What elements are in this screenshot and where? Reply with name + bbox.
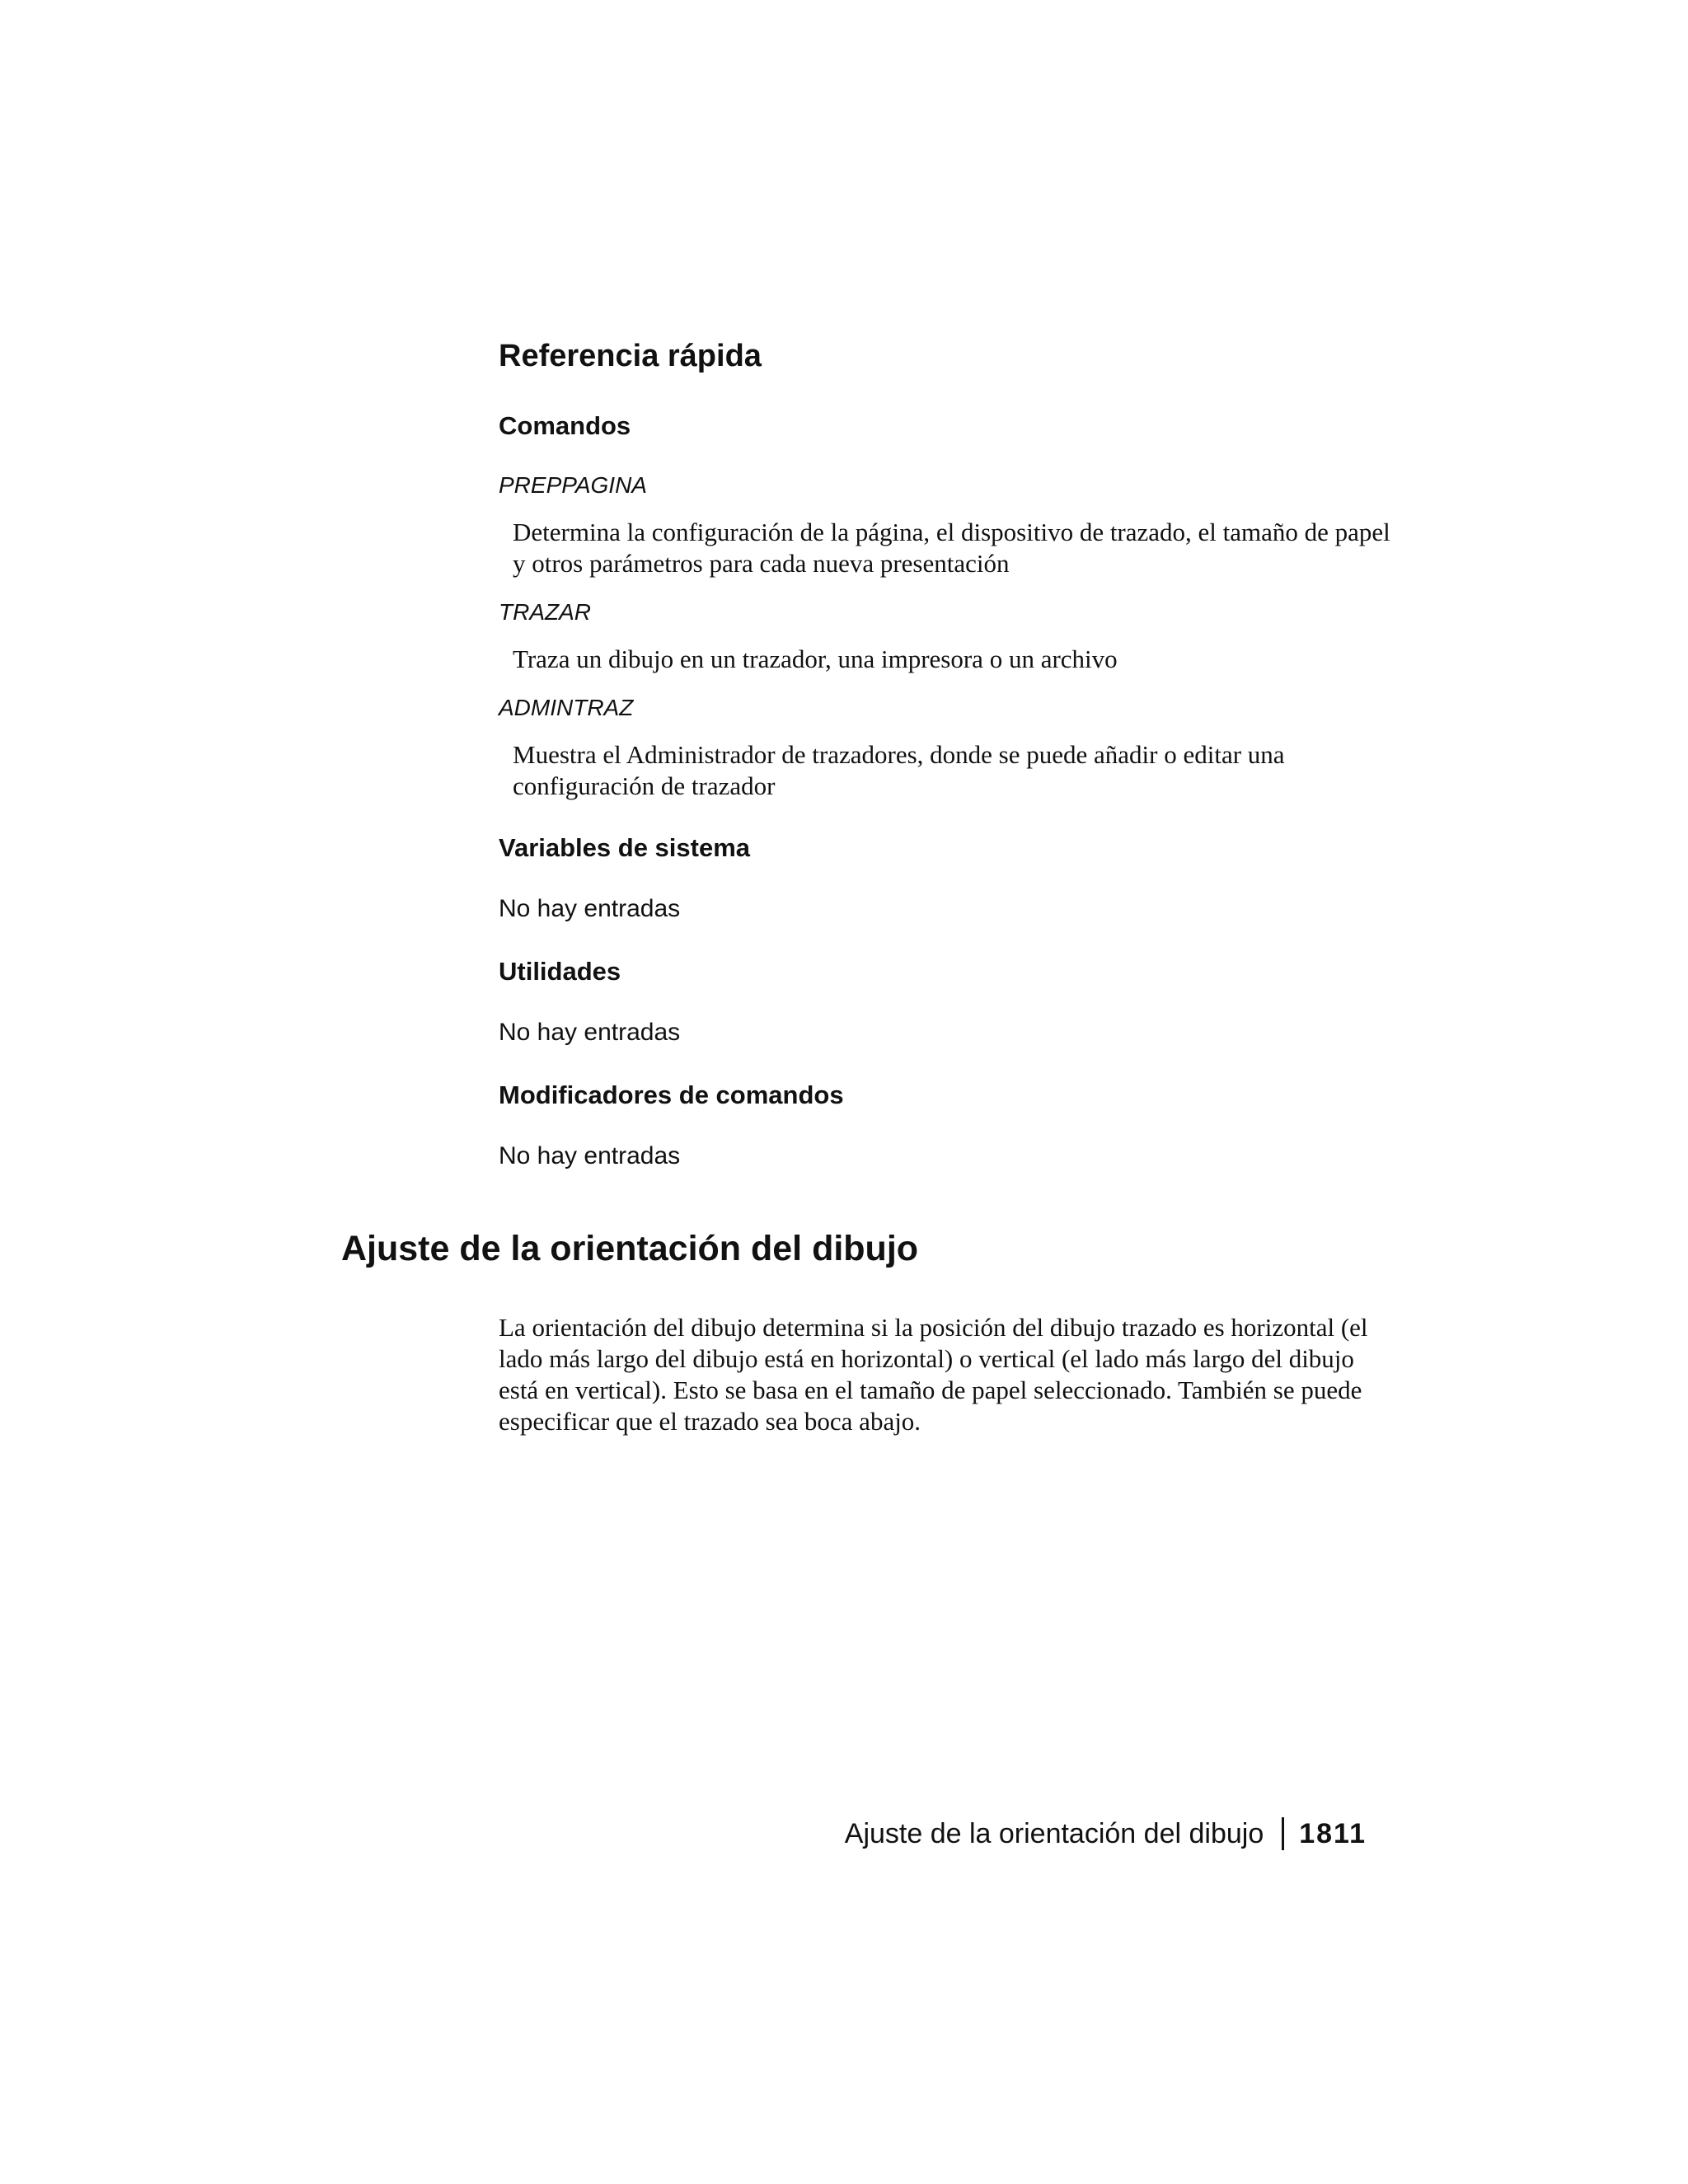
command-description-admintraz: Muestra el Administrador de trazadores, donde se puede añadir o editar una configuración de trazador	[513, 740, 1285, 800]
command-name-trazar: TRAZAR	[499, 599, 591, 625]
footer-section-title: Ajuste de la orientación del dibujo	[844, 1818, 1264, 1849]
section-paragraph: La orientación del dibujo determina si la posición del dibujo trazado es horizontal (el lado más largo del dibujo está en horizontal) o vertical (el lado más largo del dibujo está en vertical). Esto se basa en el tamaño de papel seleccionado. También se puede especificar que el trazado sea boca abajo.	[499, 1313, 1368, 1436]
command-name-preppagina: PREPPAGINA	[499, 472, 647, 498]
utilities-text: No hay entradas	[499, 1019, 681, 1046]
command-modifiers-heading: Modificadores de comandos	[499, 1080, 844, 1109]
system-variables-heading: Variables de sistema	[499, 833, 751, 862]
commands-heading: Comandos	[499, 411, 631, 440]
command-modifiers-text: No hay entradas	[499, 1142, 681, 1169]
footer-separator	[1282, 1817, 1284, 1850]
system-variables-text: No hay entradas	[499, 895, 681, 922]
section-title: Ajuste de la orientación del dibujo	[341, 1229, 919, 1268]
page-number: 1811	[1299, 1818, 1367, 1849]
page-footer	[845, 1817, 1367, 1851]
utilities-heading: Utilidades	[499, 957, 621, 986]
command-name-admintraz: ADMINTRAZ	[499, 695, 634, 720]
quick-reference-title: Referencia rápida	[499, 339, 762, 373]
command-description-trazar: Traza un dibujo en un trazador, una impresora o un archivo	[513, 644, 1118, 673]
command-description-preppagina: Determina la configuración de la página, el dispositivo de trazado, el tamaño de papel y otros parámetros para cada nueva presentación	[513, 518, 1390, 578]
